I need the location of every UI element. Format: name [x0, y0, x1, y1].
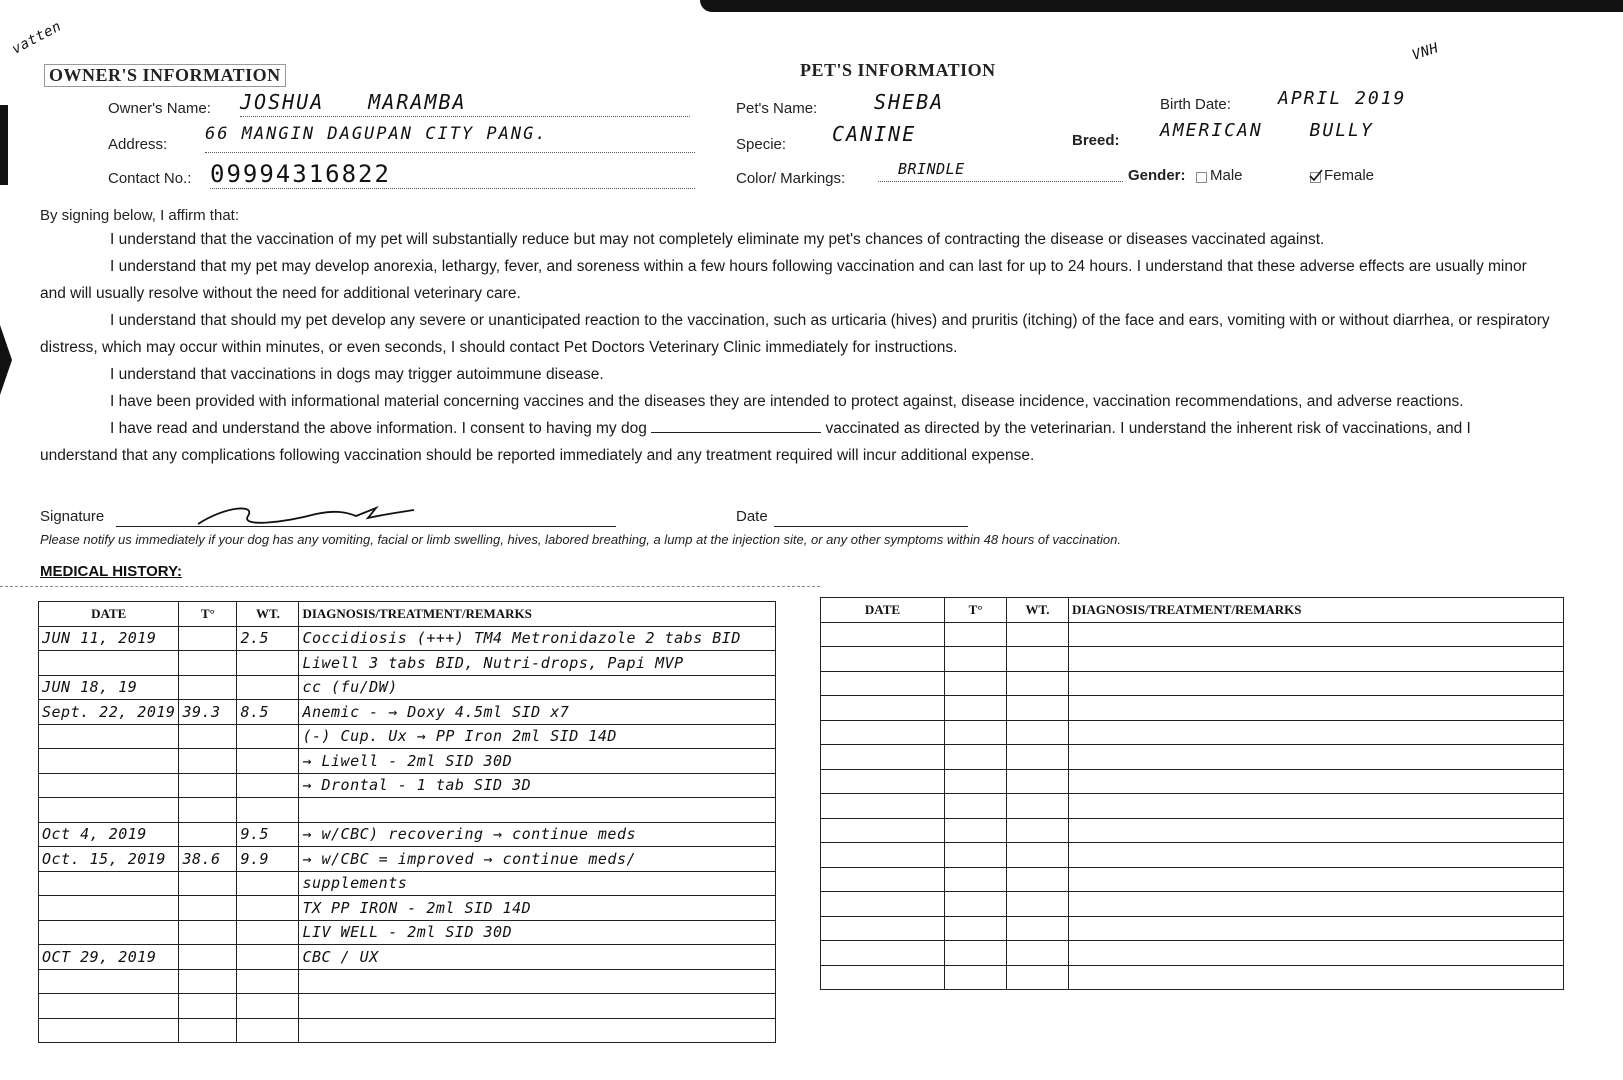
- gender-label: Gender:: [1128, 167, 1186, 184]
- temp-cell[interactable]: [179, 724, 237, 749]
- temp-cell[interactable]: [945, 843, 1007, 868]
- remarks-cell[interactable]: [1069, 671, 1564, 696]
- corner-mark: vatten: [9, 18, 65, 58]
- date-cell[interactable]: [39, 773, 179, 798]
- weight-cell[interactable]: [1007, 965, 1069, 990]
- temp-cell[interactable]: [179, 675, 237, 700]
- scan-edge-left: [0, 105, 8, 185]
- temp-cell[interactable]: [179, 626, 237, 651]
- weight-cell[interactable]: 8.5: [237, 700, 299, 725]
- specie-label: Specie:: [736, 136, 787, 153]
- weight-cell[interactable]: [1007, 843, 1069, 868]
- contact-label: Contact No.:: [108, 170, 192, 187]
- date-cell[interactable]: [821, 892, 945, 917]
- remarks-cell[interactable]: [1069, 745, 1564, 770]
- date-line[interactable]: [774, 526, 968, 527]
- col-date: DATE: [821, 598, 945, 623]
- weight-cell[interactable]: [237, 749, 299, 774]
- consent-intro: By signing below, I affirm that:: [40, 207, 239, 224]
- table-row: [39, 773, 776, 798]
- consent-text: [40, 226, 1550, 469]
- remarks-cell[interactable]: [1069, 843, 1564, 868]
- table-row: [39, 1018, 776, 1043]
- temp-cell[interactable]: [179, 896, 237, 921]
- consent-paragraph-2: I understand that my pet may develop anorexia, lethargy, fever, and soreness within a few hours following vaccination and can last for up to 24 hours. I understand that these adverse effects are usually minor and will usually resolve without the need for additional veterinary care.: [40, 258, 1527, 302]
- color-markings-label: Color/ Markings:: [736, 170, 846, 187]
- temp-cell[interactable]: [945, 892, 1007, 917]
- date-cell[interactable]: [821, 818, 945, 843]
- date-cell[interactable]: [39, 651, 179, 676]
- table-row: [821, 745, 1564, 770]
- col-date: DATE: [39, 602, 179, 627]
- weight-cell[interactable]: [237, 724, 299, 749]
- table-row: [821, 916, 1564, 941]
- color-markings-value: BRINDLE: [878, 160, 1123, 182]
- pet-corner-initials: VNH: [1410, 40, 1441, 64]
- remarks-cell[interactable]: → Drontal - 1 tab SID 3D: [299, 773, 776, 798]
- table-row: [39, 724, 776, 749]
- table-row: [39, 749, 776, 774]
- col-remarks: DIAGNOSIS/TREATMENT/REMARKS: [1069, 598, 1564, 623]
- female-checkbox[interactable]: [1310, 172, 1321, 183]
- breed-label: Breed:: [1072, 132, 1120, 149]
- temp-cell[interactable]: [945, 941, 1007, 966]
- table-row: [39, 675, 776, 700]
- remarks-cell[interactable]: [1069, 916, 1564, 941]
- temp-cell[interactable]: [179, 969, 237, 994]
- male-label: Male: [1210, 167, 1243, 184]
- temp-cell[interactable]: [945, 622, 1007, 647]
- date-cell[interactable]: [39, 994, 179, 1019]
- remarks-cell[interactable]: [1069, 647, 1564, 672]
- medical-table-left: [38, 601, 776, 1043]
- owner-name-value: JOSHUA MARAMBA: [240, 90, 690, 117]
- temp-cell[interactable]: [945, 867, 1007, 892]
- date-cell[interactable]: [821, 794, 945, 819]
- male-checkbox[interactable]: [1196, 172, 1207, 183]
- signature-scribble: [196, 502, 416, 532]
- weight-cell[interactable]: [1007, 696, 1069, 721]
- weight-cell[interactable]: [237, 896, 299, 921]
- temp-cell[interactable]: [179, 798, 237, 823]
- table-row: [39, 651, 776, 676]
- table-row: [821, 818, 1564, 843]
- date-cell[interactable]: [821, 867, 945, 892]
- remarks-cell[interactable]: supplements: [299, 871, 776, 896]
- remarks-cell[interactable]: [1069, 622, 1564, 647]
- medical-table-right: [820, 597, 1564, 990]
- temp-cell[interactable]: [179, 945, 237, 970]
- temp-cell[interactable]: [945, 769, 1007, 794]
- temp-cell[interactable]: [945, 794, 1007, 819]
- remarks-cell[interactable]: [299, 1018, 776, 1043]
- remarks-cell[interactable]: [1069, 892, 1564, 917]
- birth-date-label: Birth Date:: [1160, 96, 1231, 113]
- table-row: [39, 994, 776, 1019]
- date-cell[interactable]: [821, 745, 945, 770]
- medical-table-right-header: [821, 598, 1564, 623]
- owner-name-label: Owner's Name:: [108, 100, 211, 117]
- remarks-cell[interactable]: [1069, 867, 1564, 892]
- notice-text: Please notify us immediately if your dog has any vomiting, facial or limb swelling, hives, labored breathing, a lump at the injection site, or any other symptoms within 48 hours of vaccination.: [40, 532, 1121, 547]
- weight-cell[interactable]: [1007, 818, 1069, 843]
- temp-cell[interactable]: [179, 1018, 237, 1043]
- temp-cell[interactable]: 38.6: [179, 847, 237, 872]
- table-row: [821, 720, 1564, 745]
- date-cell[interactable]: [821, 941, 945, 966]
- section-divider: [0, 586, 820, 587]
- scan-edge-top: [700, 0, 1623, 12]
- col-temp: T°: [945, 598, 1007, 623]
- contact-value: 09994316822: [210, 160, 695, 189]
- date-cell[interactable]: [821, 769, 945, 794]
- pet-header: PET'S INFORMATION: [800, 60, 996, 80]
- remarks-cell[interactable]: → w/CBC) recovering → continue meds: [299, 822, 776, 847]
- weight-cell[interactable]: [237, 871, 299, 896]
- date-cell[interactable]: [39, 920, 179, 945]
- scan-edge-left-2: [0, 325, 12, 395]
- temp-cell[interactable]: [179, 920, 237, 945]
- weight-cell[interactable]: [237, 920, 299, 945]
- remarks-cell[interactable]: [1069, 720, 1564, 745]
- weight-cell[interactable]: [237, 675, 299, 700]
- table-row: [821, 647, 1564, 672]
- weight-cell[interactable]: [1007, 867, 1069, 892]
- date-cell[interactable]: JUN 11, 2019: [39, 626, 179, 651]
- weight-cell[interactable]: [237, 1018, 299, 1043]
- weight-cell[interactable]: 9.9: [237, 847, 299, 872]
- date-cell[interactable]: [39, 724, 179, 749]
- date-cell[interactable]: [821, 696, 945, 721]
- remarks-cell[interactable]: [299, 798, 776, 823]
- date-cell[interactable]: [821, 671, 945, 696]
- temp-cell[interactable]: [945, 671, 1007, 696]
- weight-cell[interactable]: [237, 994, 299, 1019]
- weight-cell[interactable]: [237, 651, 299, 676]
- consent-paragraph-1: I understand that the vaccination of my pet will substantially reduce but may not completely eliminate my pet's chances of contracting the disease or diseases vaccinated against.: [110, 231, 1325, 248]
- weight-cell[interactable]: [1007, 794, 1069, 819]
- temp-cell[interactable]: [179, 651, 237, 676]
- remarks-cell[interactable]: [1069, 941, 1564, 966]
- weight-cell[interactable]: [1007, 769, 1069, 794]
- table-row: [821, 769, 1564, 794]
- temp-cell[interactable]: [945, 818, 1007, 843]
- breed-value: AMERICAN BULLY: [1160, 120, 1374, 141]
- table-row: [39, 920, 776, 945]
- table-row: [39, 626, 776, 651]
- date-cell[interactable]: [821, 622, 945, 647]
- consent-paragraph-5: I have been provided with informational material concerning vaccines and the diseases they are intended to protect against, disease incidence, vaccination recommendations, and adverse reactions.: [110, 393, 1464, 410]
- remarks-cell[interactable]: cc (fu/DW): [299, 675, 776, 700]
- remarks-cell[interactable]: LIV WELL - 2ml SID 30D: [299, 920, 776, 945]
- weight-cell[interactable]: [1007, 647, 1069, 672]
- consent-paragraph-3: I understand that should my pet develop any severe or unanticipated reaction to the vaccination, such as urticaria (hives) and pruritis (itching) of the face and ears, vomiting with or without diarrhea, or respiratory distress, which may occur within minutes, or even seconds, I should contact Pet Doctors Veterinary Clinic immediately for instructions.: [40, 312, 1550, 356]
- table-row: [39, 822, 776, 847]
- date-cell[interactable]: [821, 916, 945, 941]
- remarks-cell[interactable]: CBC / UX: [299, 945, 776, 970]
- date-cell[interactable]: [39, 871, 179, 896]
- remarks-cell[interactable]: [1069, 965, 1564, 990]
- weight-cell[interactable]: 9.5: [237, 822, 299, 847]
- temp-cell[interactable]: 39.3: [179, 700, 237, 725]
- weight-cell[interactable]: [1007, 671, 1069, 696]
- consent-paragraph-6: [40, 415, 1550, 469]
- col-remarks: DIAGNOSIS/TREATMENT/REMARKS: [299, 602, 776, 627]
- medical-history-header: MEDICAL HISTORY:: [40, 563, 182, 580]
- remarks-cell[interactable]: TX PP IRON - 2ml SID 14D: [299, 896, 776, 921]
- table-row: [39, 969, 776, 994]
- col-temp: T°: [179, 602, 237, 627]
- signature-label: Signature: [40, 508, 105, 525]
- temp-cell[interactable]: [945, 647, 1007, 672]
- table-row: [39, 700, 776, 725]
- specie-value: CANINE: [832, 122, 917, 146]
- weight-cell[interactable]: [237, 945, 299, 970]
- table-row: [821, 867, 1564, 892]
- check-icon: [1309, 169, 1323, 181]
- temp-cell[interactable]: [945, 745, 1007, 770]
- date-cell[interactable]: [821, 965, 945, 990]
- remarks-cell[interactable]: Liwell 3 tabs BID, Nutri-drops, Papi MVP: [299, 651, 776, 676]
- date-cell[interactable]: [821, 647, 945, 672]
- remarks-cell[interactable]: → Liwell - 2ml SID 30D: [299, 749, 776, 774]
- remarks-cell[interactable]: → w/CBC = improved → continue meds/: [299, 847, 776, 872]
- table-row: [821, 696, 1564, 721]
- date-cell[interactable]: [821, 720, 945, 745]
- date-label: Date: [736, 508, 768, 525]
- remarks-cell[interactable]: [299, 994, 776, 1019]
- remarks-cell[interactable]: (-) Cup. Ux → PP Iron 2ml SID 14D: [299, 724, 776, 749]
- weight-cell[interactable]: [237, 798, 299, 823]
- weight-cell[interactable]: [237, 773, 299, 798]
- table-row: [821, 794, 1564, 819]
- weight-cell[interactable]: [1007, 745, 1069, 770]
- consent-paragraph-6b: vaccinated as directed by the veterinarian. I understand the inherent risk of vaccinations, and I understand that any complications following vaccination should be reported immediately and any treatment required will incur additional expense.: [40, 420, 1471, 464]
- table-row: [821, 892, 1564, 917]
- temp-cell[interactable]: [179, 749, 237, 774]
- weight-cell[interactable]: 2.5: [237, 626, 299, 651]
- temp-cell[interactable]: [179, 773, 237, 798]
- pet-name-value: SHEBA: [874, 90, 945, 114]
- date-cell[interactable]: [39, 896, 179, 921]
- female-label: Female: [1324, 167, 1375, 184]
- date-cell[interactable]: OCT 29, 2019: [39, 945, 179, 970]
- address-label: Address:: [108, 136, 168, 153]
- remarks-cell[interactable]: [1069, 696, 1564, 721]
- address-value: 66 MANGIN DAGUPAN CITY PANG.: [205, 124, 695, 153]
- medical-table-left-header: [39, 602, 776, 627]
- date-cell[interactable]: Sept. 22, 2019: [39, 700, 179, 725]
- table-row: [39, 871, 776, 896]
- pet-name-label: Pet's Name:: [736, 100, 818, 117]
- table-row: [821, 843, 1564, 868]
- remarks-cell[interactable]: [299, 969, 776, 994]
- date-cell[interactable]: [39, 969, 179, 994]
- table-row: [821, 941, 1564, 966]
- dog-name-blank[interactable]: [651, 432, 821, 433]
- temp-cell[interactable]: [945, 696, 1007, 721]
- date-cell[interactable]: [39, 798, 179, 823]
- table-row: [39, 847, 776, 872]
- weight-cell[interactable]: [1007, 941, 1069, 966]
- date-cell[interactable]: JUN 18, 19: [39, 675, 179, 700]
- col-weight: WT.: [237, 602, 299, 627]
- remarks-cell[interactable]: [1069, 769, 1564, 794]
- temp-cell[interactable]: [179, 871, 237, 896]
- date-cell[interactable]: Oct 4, 2019: [39, 822, 179, 847]
- col-weight: WT.: [1007, 598, 1069, 623]
- consent-paragraph-6a: I have read and understand the above information. I consent to having my dog: [110, 420, 647, 437]
- table-row: [39, 896, 776, 921]
- weight-cell[interactable]: [1007, 720, 1069, 745]
- consent-paragraph-4: I understand that vaccinations in dogs may trigger autoimmune disease.: [110, 366, 604, 383]
- table-row: [39, 798, 776, 823]
- date-cell[interactable]: [821, 843, 945, 868]
- table-row: [39, 945, 776, 970]
- temp-cell[interactable]: [945, 965, 1007, 990]
- temp-cell[interactable]: [179, 822, 237, 847]
- date-cell[interactable]: [39, 1018, 179, 1043]
- remarks-cell[interactable]: [1069, 818, 1564, 843]
- temp-cell[interactable]: [945, 720, 1007, 745]
- remarks-cell[interactable]: Coccidiosis (+++) TM4 Metronidazole 2 tabs BID: [299, 626, 776, 651]
- date-cell[interactable]: [39, 749, 179, 774]
- remarks-cell[interactable]: [1069, 794, 1564, 819]
- weight-cell[interactable]: [237, 969, 299, 994]
- date-cell[interactable]: Oct. 15, 2019: [39, 847, 179, 872]
- birth-date-value: APRIL 2019: [1278, 88, 1407, 109]
- weight-cell[interactable]: [1007, 622, 1069, 647]
- temp-cell[interactable]: [945, 916, 1007, 941]
- table-row: [821, 965, 1564, 990]
- weight-cell[interactable]: [1007, 916, 1069, 941]
- weight-cell[interactable]: [1007, 892, 1069, 917]
- table-row: [821, 671, 1564, 696]
- owner-header: OWNER'S INFORMATION: [44, 64, 286, 87]
- table-row: [821, 622, 1564, 647]
- temp-cell[interactable]: [179, 994, 237, 1019]
- remarks-cell[interactable]: Anemic - → Doxy 4.5ml SID x7: [299, 700, 776, 725]
